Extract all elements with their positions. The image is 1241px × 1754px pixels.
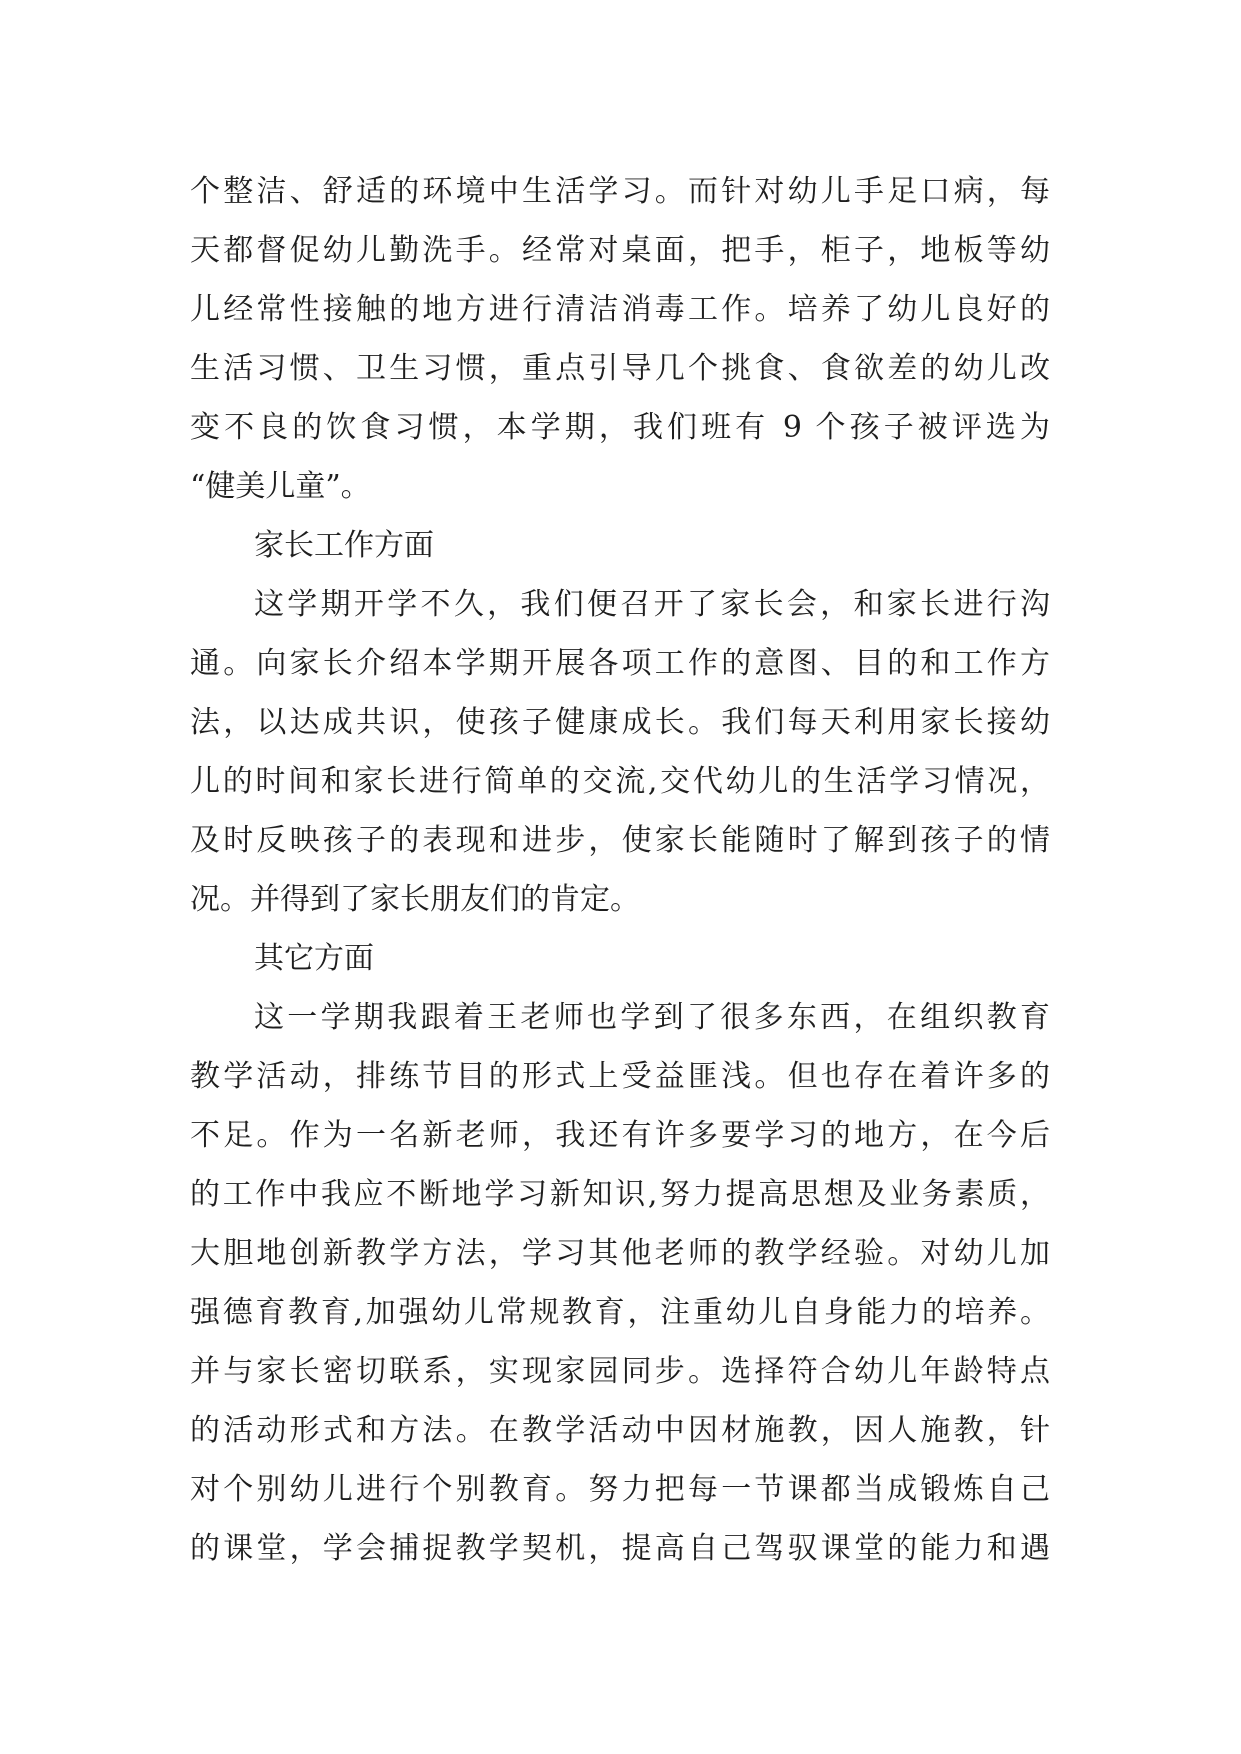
text-line: 况。并得到了家长朋友们的肯定。 — [190, 882, 640, 917]
text-line: 大胆地创新教学方法，学习其他老师的教学经验。对幼儿加 — [190, 1236, 1050, 1271]
text-line: 的工作中我应不断地学习新知识,努力提高思想及业务素质， — [190, 1177, 1050, 1212]
text-line: 教学活动，排练节目的形式上受益匪浅。但也存在着许多的 — [190, 1059, 1050, 1094]
text-line: 对个别幼儿进行个别教育。努力把每一节课都当成锻炼自己 — [190, 1472, 1050, 1507]
document-body — [190, 162, 1050, 1578]
paragraph-first-line: 这一学期我跟着王老师也学到了很多东西，在组织教育 — [254, 1000, 1050, 1035]
text-line: 天都督促幼儿勤洗手。经常对桌面，把手，柜子，地板等幼 — [190, 233, 1050, 268]
text-line: 及时反映孩子的表现和进步，使家长能随时了解到孩子的情 — [190, 823, 1050, 858]
text-line: 个整洁、舒适的环境中生活学习。而针对幼儿手足口病，每 — [190, 174, 1050, 209]
paragraph-first-line: 这学期开学不久，我们便召开了家长会，和家长进行沟 — [254, 587, 1050, 622]
text-line: 通。向家长介绍本学期开展各项工作的意图、目的和工作方 — [190, 646, 1050, 681]
section-heading: 家长工作方面 — [254, 528, 434, 563]
text-line: 儿的时间和家长进行简单的交流,交代幼儿的生活学习情况， — [190, 764, 1050, 799]
text-line: 强德育教育,加强幼儿常规教育，注重幼儿自身能力的培养。 — [190, 1295, 1050, 1330]
section-heading: 其它方面 — [254, 941, 374, 976]
text-line: 的课堂，学会捕捉教学契机，提高自己驾驭课堂的能力和遇 — [190, 1531, 1050, 1566]
text-line: 法，以达成共识，使孩子健康成长。我们每天利用家长接幼 — [190, 705, 1050, 740]
text-line: 生活习惯、卫生习惯，重点引导几个挑食、食欲差的幼儿改 — [190, 351, 1050, 386]
text-line: 并与家长密切联系，实现家园同步。选择符合幼儿年龄特点 — [190, 1354, 1050, 1389]
text-line: 儿经常性接触的地方进行清洁消毒工作。培养了幼儿良好的 — [190, 292, 1050, 327]
text-line: 变不良的饮食习惯，本学期，我们班有 9 个孩子被评选为 — [190, 410, 1050, 445]
text-line: 不足。作为一名新老师，我还有许多要学习的地方，在今后 — [190, 1118, 1050, 1153]
text-line: 的活动形式和方法。在教学活动中因材施教，因人施教，针 — [190, 1413, 1050, 1448]
text-line: “健美儿童”。 — [190, 469, 371, 504]
